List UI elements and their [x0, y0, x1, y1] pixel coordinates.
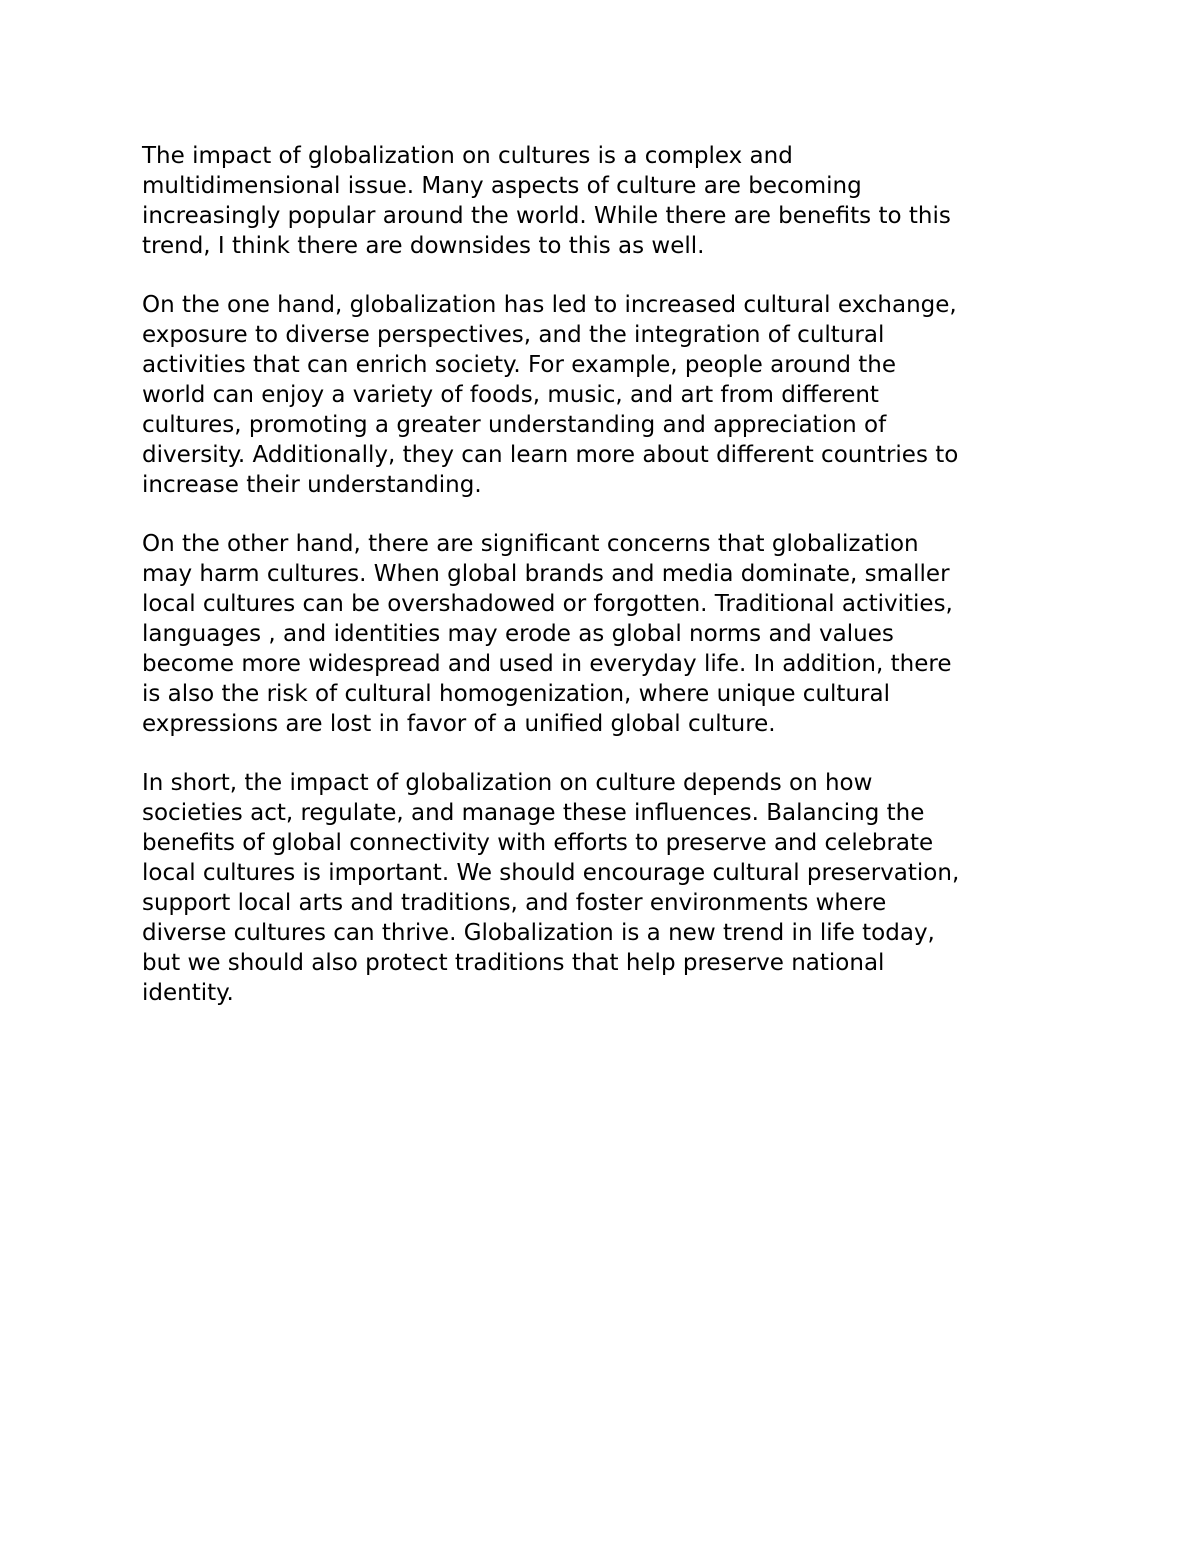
text-line: but we should also protect traditions that help preserve national — [142, 950, 885, 976]
document-body — [142, 141, 1072, 1008]
text-line: trend, I think there are downsides to this as well. — [142, 233, 705, 259]
text-line: local cultures is important. We should encourage cultural preservation, — [142, 860, 960, 886]
text-line: cultures, promoting a greater understanding and appreciation of — [142, 412, 887, 438]
text-line: expressions are lost in favor of a unified global culture. — [142, 711, 776, 737]
text-line: On the one hand, globalization has led to increased cultural exchange, — [142, 292, 957, 318]
text-line: multidimensional issue. Many aspects of culture are becoming — [142, 173, 862, 199]
text-line: increasingly popular around the world. While there are benefits to this — [142, 203, 951, 229]
paragraph-conclusion — [142, 768, 1072, 1008]
paragraph-spacer — [142, 739, 1072, 768]
paragraph-benefits — [142, 290, 1072, 500]
text-line: may harm cultures. When global brands and media dominate, smaller — [142, 561, 950, 587]
text-line: identity. — [142, 980, 234, 1006]
paragraph-concerns — [142, 529, 1072, 739]
text-line: is also the risk of cultural homogenization, where unique cultural — [142, 681, 890, 707]
text-line: societies act, regulate, and manage these influences. Balancing the — [142, 800, 925, 826]
text-line: local cultures can be overshadowed or forgotten. Traditional activities, — [142, 591, 953, 617]
text-line: diverse cultures can thrive. Globalization is a new trend in life today, — [142, 920, 935, 946]
text-line: world can enjoy a variety of foods, music, and art from different — [142, 382, 879, 408]
text-line: diversity. Additionally, they can learn more about different countries to — [142, 442, 959, 468]
text-line: languages , and identities may erode as global norms and values — [142, 621, 894, 647]
text-line: support local arts and traditions, and foster environments where — [142, 890, 887, 916]
text-line: become more widespread and used in everyday life. In addition, there — [142, 651, 952, 677]
text-line: The impact of globalization on cultures is a complex and — [142, 143, 793, 169]
text-line: benefits of global connectivity with efforts to preserve and celebrate — [142, 830, 934, 856]
paragraph-spacer — [142, 261, 1072, 290]
text-line: increase their understanding. — [142, 472, 482, 498]
paragraph-spacer — [142, 500, 1072, 529]
paragraph-intro — [142, 141, 1072, 261]
text-line: In short, the impact of globalization on culture depends on how — [142, 770, 873, 796]
text-line: exposure to diverse perspectives, and the integration of cultural — [142, 322, 885, 348]
text-line: activities that can enrich society. For example, people around the — [142, 352, 897, 378]
text-line: On the other hand, there are significant concerns that globalization — [142, 531, 919, 557]
